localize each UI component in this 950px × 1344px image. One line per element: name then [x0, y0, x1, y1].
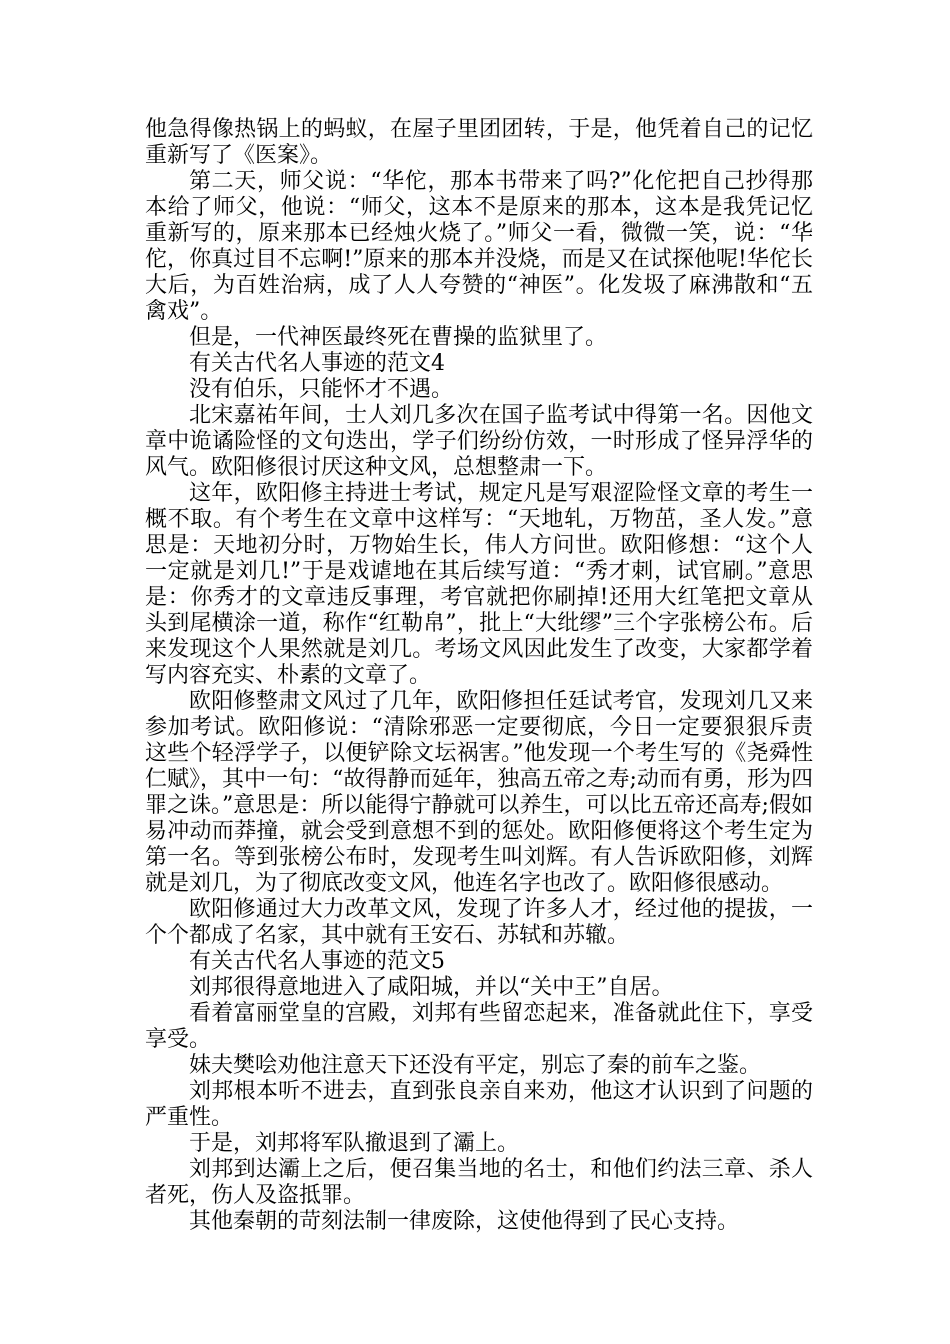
paragraph: 妹夫樊哙劝他注意天下还没有平定，别忘了秦的前车之鉴。	[189, 1053, 762, 1078]
paragraph: 他急得像热锅上的蚂蚁，在屋子里团团转，于是，他凭着自己的记忆重新写了《医案》。	[145, 117, 813, 168]
paragraph: 这年，欧阳修主持进士考试，规定凡是写艰涩险怪文章的考生一概不取。有个考生在文章中这样写：“天地轧，万物茁，圣人发。”意思是：天地初分时，万物始生长，伟人方问世。欧阳修想：“这个人一定就是刘几!”于是戏谑地在其后续写道：“秀才刺，试官刷。”意思是：你秀才的文章违反事理，考官就把你刷掉!还用大红笔把文章从头到尾横涂一道，称作“红勒帛”，批上“大纰缪”三个字张榜公布。后来发现这个人果然就是刘几。考场文风因此发生了改变，大家都学着写内容充实、朴素的文章了。	[145, 481, 813, 688]
paragraph: 北宋嘉祐年间，士人刘几多次在国子监考试中得第一名。因他文章中诡谲险怪的文句迭出，学子们纷纷仿效，一时形成了怪异浮华的风气。欧阳修很讨厌这种文风，总想整肃一下。	[145, 403, 813, 480]
paragraph: 没有伯乐，只能怀才不遇。	[189, 377, 454, 402]
paragraph: 欧阳修整肃文风过了几年，欧阳修担任廷试考官，发现刘几又来参加考试。欧阳修说：“清除邪恶一定要彻底，今日一定要狠狠斥责这些个轻浮学子，以便铲除文坛祸害。”他发现一个考生写的《尧舜性仁赋》，其中一句：“故得静而延年，独高五帝之寿;动而有勇，形为四罪之诛。”意思是：所以能得宁静就可以养生，可以比五帝还高寿;假如易冲动而莽撞，就会受到意想不到的惩处。欧阳修便将这个考生定为第一名。等到张榜公布时，发现考生叫刘辉。有人告诉欧阳修，刘辉就是刘几，为了彻底改变文风，他连名字也改了。欧阳修很感动。	[145, 689, 813, 896]
paragraph: 欧阳修通过大力改革文风，发现了许多人才，经过他的提拔，一个个都成了名家，其中就有王安石、苏轼和苏辙。	[145, 897, 813, 948]
document-body	[145, 117, 813, 1235]
paragraph: 但是，一代神医最终死在曹操的监狱里了。	[189, 325, 608, 350]
paragraph: 于是，刘邦将军队撤退到了灞上。	[189, 1131, 520, 1156]
section-heading: 有关古代名人事迹的范文5	[189, 949, 445, 974]
paragraph: 第二天，师父说：“华佗，那本书带来了吗?”化佗把自己抄得那本给了师父，他说：“师父，这本不是原来的那本，这本是我凭记忆重新写的，原来那本已经烛火烧了。”师父一看，微微一笑，说：“华佗，你真过目不忘啊!”原来的那本并没烧，而是又在试探他呢!华佗长大后，为百姓治病，成了人人夸赞的“神医”。化发圾了麻沸散和“五禽戏”。	[145, 169, 813, 324]
paragraph: 刘邦到达灞上之后，便召集当地的名士，和他们约法三章、杀人者死，伤人及盗抵罪。	[145, 1157, 813, 1208]
paragraph: 刘邦很得意地进入了咸阳城，并以“关中王”自居。	[189, 975, 674, 1000]
paragraph: 刘邦根本听不进去，直到张良亲自来劝，他这才认识到了问题的严重性。	[145, 1079, 813, 1130]
paragraph: 看着富丽堂皇的宫殿，刘邦有些留恋起来，准备就此住下，享受享受。	[145, 1001, 813, 1052]
section-heading: 有关古代名人事迹的范文4	[189, 351, 445, 376]
paragraph: 其他秦朝的苛刻法制一律废除，这使他得到了民心支持。	[189, 1209, 740, 1234]
